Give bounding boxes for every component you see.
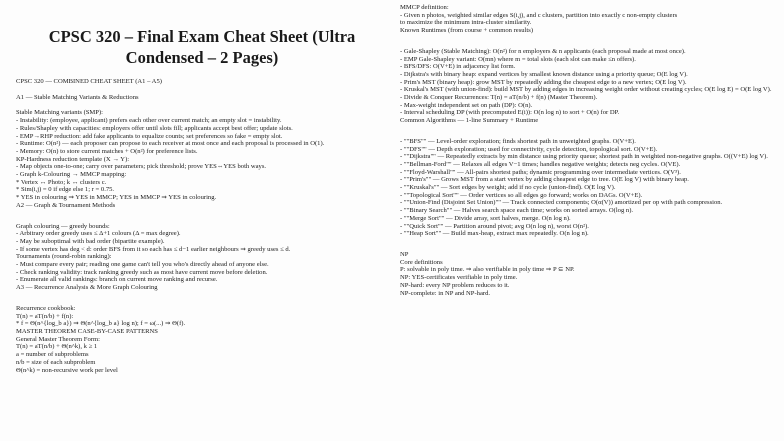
algorithm-line: - ""DFS"" — Depth exploration; used for connectivity, cycle detection, topological sort. O(V+E). (400, 145, 658, 153)
a2-heading: A2 — Graph & Tournament Methods (16, 201, 116, 209)
algorithm-line: - ""Binary Search"" — Halves search space each time; works on sorted arrays. O(log n). (400, 207, 634, 215)
mmcp-line: to maximize the minimum intra-cluster similarity. (400, 19, 532, 27)
runtime-line: - Dijkstra's with binary heap: expand vertices by smallest known distance using a priority queue; O(E log V). (400, 70, 688, 78)
mmcp-line: MMCP definition: (400, 4, 449, 11)
algorithm-line: - ""Kruskal's"" — Sort edges by weight; add if no cycle (union-find). O(E log V). (400, 184, 616, 192)
np-line: Core definitions (400, 258, 443, 266)
right-column (400, 0, 778, 297)
a1-line: * Sim(i,j) = 0 if edge else 1; r = 0.75. (16, 186, 115, 194)
algorithm-line: - ""Dijkstra"" — Repeatedly extracts by min distance using priority queue; shortest path in weighted non-negative graphs. O((V+E) log V). (400, 153, 768, 161)
algorithm-line: - ""Bellman-Ford"" — Relaxes all edges V−1 times; handles negative weights; detects neg cycles. O(VE). (400, 160, 681, 168)
a1-line: - Rules/Shapley with capacities: employers offer until slots fill; applicants accept best offer; update slots. (16, 124, 293, 132)
a3-line: T(n) = aT(n/b) + f(n): (16, 312, 74, 320)
a3-line: Θ(n^k) = non-recursive work per level (16, 366, 118, 374)
a2-line: - May be suboptimal with bad order (bipartite example). (16, 237, 165, 245)
a2-line: - Check ranking validity: track ranking greedy such as most have current move before deletion. (16, 268, 268, 276)
runtime-line: - BFS/DFS: O(V+E) in adjacency list form. (400, 63, 516, 71)
a3-heading: A3 — Recurrence Analysis & More Graph Colouring (16, 284, 158, 292)
a1-line: * Vertex ↔ Photo; k ↔ clusters c. (16, 178, 107, 186)
algorithms-heading: Common Algorithms — 1-line Summary + Runtime (400, 117, 539, 125)
a3-line: Recurrence cookbook: (16, 304, 76, 312)
np-line: NP-complete: in NP and NP-hard. (400, 289, 491, 297)
document-title: CPSC 320 – Final Exam Cheat Sheet (Ultra Condensed – 2 Pages) (48, 27, 356, 67)
np-heading: NP (400, 250, 409, 258)
a1-line: - Graph k-Colouring → MMCP mapping: (16, 171, 127, 179)
runtime-line: - Interval scheduling DP (with precomputed E(i)): O(n log n) to sort + O(n) for DP. (400, 109, 620, 117)
a1-section (16, 109, 388, 209)
algorithm-line: - ""Quick Sort"" — Partition around pivot; avg O(n log n), worst O(n²). (400, 222, 589, 230)
a2-line: - Enumerate all valid rankings: branch on current move ranking and recurse. (16, 276, 218, 284)
a1-line: Stable Matching variants (SMP): (16, 109, 103, 117)
algorithms-section (400, 138, 778, 238)
mmcp-line: - Given n photos, weighted similar edges S(i,j), and c clusters, partition into exactly c non-empty clusters (400, 11, 678, 19)
runtime-line: - Prim's MST (binary heap): grow MST by repeatedly adding the cheapest edge to a new vertex; O(E log V). (400, 78, 687, 86)
combined-header: CPSC 320 — COMBINED CHEAT SHEET (A1 – A5) (16, 78, 162, 85)
np-line: NP-hard: every NP problem reduces to it. (400, 281, 510, 289)
a1-line: KP-Hardness reduction template (X → Y): (16, 155, 130, 163)
a3-section (16, 305, 388, 374)
algorithm-line: - ""Merge Sort"" — Divide array, sort halves, merge. O(n log n). (400, 214, 571, 222)
algorithm-line: - ""Prim's"" — Grows MST from a start vertex by adding cheapest edge to tree. O(E log V) with binary heap. (400, 176, 689, 184)
runtimes-section (400, 48, 778, 125)
runtime-line: - Max-weight independent set on path (DP): O(n). (400, 101, 533, 109)
runtimes-heading: Known Runtimes (from course + common results) (400, 27, 534, 35)
a2-line: Graph colouring — greedy bounds: (16, 222, 110, 230)
a3-line: MASTER THEOREM CASE-BY-CASE PATTERNS (16, 327, 158, 335)
a3-line: * f = Θ(n^{log_b a}) ⇒ Θ(n^{log_b a} log n); f = ω(...) ⇒ Θ(f). (16, 320, 186, 328)
a1-line: - Runtime: O(n²) — each proposer can propose to each receiver at most once and each proposal is processed in O(1). (16, 140, 325, 148)
a1-line: - Instability: (employee, applicant) prefers each other over current match; an empty slot = instability. (16, 117, 282, 125)
np-line: P: solvable in poly time. ⇒ also verifiable in poly time ⇒ P ⊆ NP. (400, 266, 575, 274)
algorithm-line: - ""Topological Sort"" — Order vertices so all edges go forward; works on DAGs. O(V+E). (400, 191, 643, 199)
algorithm-line: - ""BFS"" — Level-order exploration; finds shortest path in unweighted graphs. O(V+E). (400, 137, 636, 145)
runtime-line: - Gale-Shapley (Stable Matching): O(n²) for n employers & n applicants (each proposal made at most once). (400, 47, 686, 55)
a2-line: - Must compare every pair; reading one game can't tell you who's directly ahead of anyone else. (16, 261, 269, 269)
a1-line: - Map objects one-to-one; carry over parameters; pick threshold; prove YES⇔YES both ways. (16, 163, 267, 171)
a1-line: - Memory: O(n) to store current matches + O(n²) for preference lists. (16, 147, 198, 155)
left-column (16, 0, 388, 374)
mmcp-section (400, 4, 778, 35)
a1-heading: A1 — Stable Matching Variants & Reductions (16, 93, 139, 101)
a3-line: T(n) = aT(n/b) + Θ(n^k), k ≥ 1 (16, 343, 98, 351)
algorithm-line: - ""Floyd-Warshall"" — All-pairs shortest paths; dynamic programming over intermediate vertices. O(V³). (400, 168, 681, 176)
a3-line: a = number of subproblems (16, 351, 89, 359)
runtime-line: - Kruskal's MST (with union-find): build MST by adding edges in increasing weight order without creating cycles; O(E log E) = O(E log V). (400, 86, 772, 94)
runtime-line: - EMP Gale-Shapley variant: O(mn) where m = total slots (each slot can make ≤n offers). (400, 55, 636, 63)
a2-line: Tournaments (round-robin ranking): (16, 253, 112, 261)
a2-line: - If some vertex has deg < d: order BFS from it so each has ≤ d−1 earlier neighbours ⇒ greedy uses ≤ d. (16, 245, 291, 253)
a1-line: * YES in colouring ⇒ YES in MMCP; YES in MMCP ⇒ YES in colouring. (16, 194, 217, 202)
algorithm-line: - ""Heap Sort"" — Build max-heap, extract max repeatedly. O(n log n). (400, 230, 589, 238)
np-line: NP: YES-certificates verifiable in poly time. (400, 274, 518, 282)
a3-line: General Master Theorem Form: (16, 335, 100, 343)
runtime-line: - Divide & Conquer Recurrences: T(n) = aT(n/b) + f(n) (Master Theorem). (400, 94, 598, 102)
a2-line: - Arbitrary order greedy uses ≤ Δ+1 colours (Δ = max degree). (16, 230, 181, 238)
algorithm-line: - ""Union-Find (Disjoint Set Union)"" — Track connected components; O(α(V)) amortized per op with path compression. (400, 199, 723, 207)
np-section (400, 251, 778, 297)
a2-section (16, 223, 388, 292)
a1-line: - EMP→RHP reduction: add fake applicants to equalize counts; set preferences so fake = empty slot. (16, 132, 283, 140)
a3-line: n/b = size of each subproblem (16, 358, 96, 366)
